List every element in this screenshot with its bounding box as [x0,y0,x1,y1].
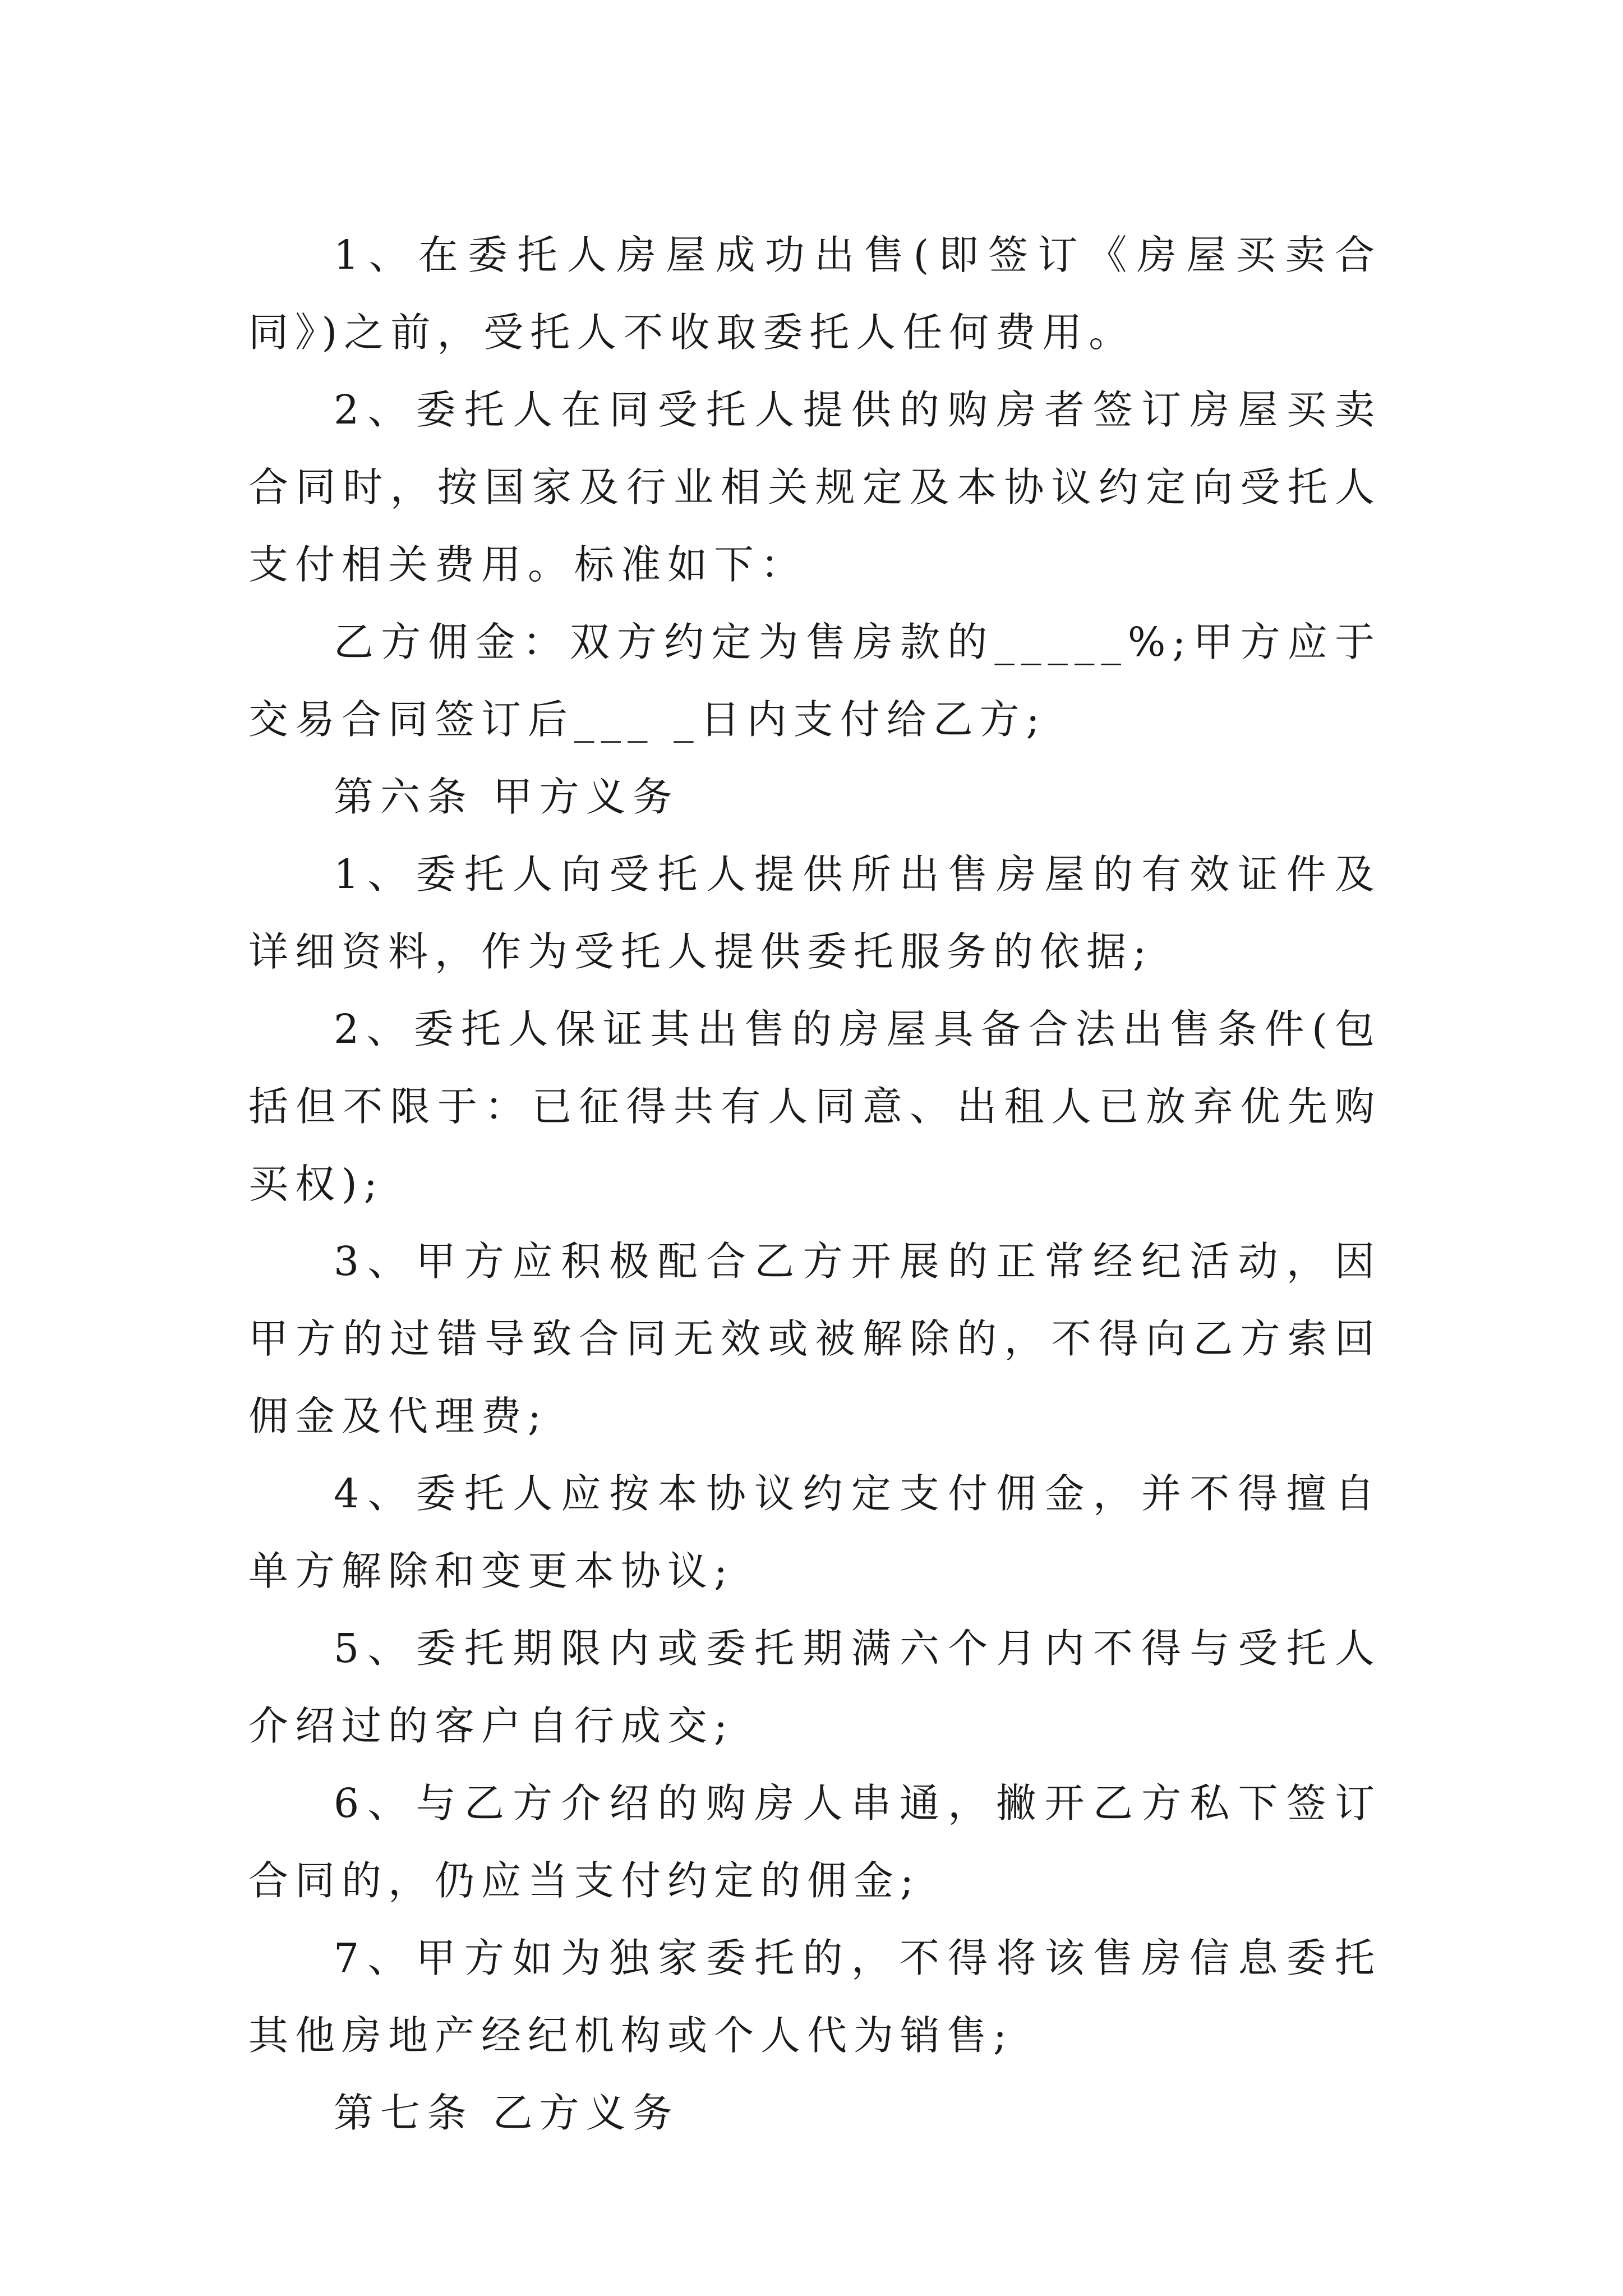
paragraph-party-a-duty-1: 1、委托人向受托人提供所出售房屋的有效证件及详细资料，作为受托人提供委托服务的依据; [248,851,1381,975]
section-heading-article-7: 第七条 乙方义务 [334,2090,679,2136]
paragraph-party-a-duty-3: 3、甲方应积极配合乙方开展的正常经纪活动，因甲方的过错导致合同无效或被解除的，不得向乙方索回佣金及代理费; [248,1238,1381,1439]
paragraph-party-a-duty-2: 2、委托人保证其出售的房屋具备合法出售条件(包括但不限于：已征得共有人同意、出租人已放弃优先购买权); [248,1006,1381,1207]
paragraph-party-a-duty-5: 5、委托期限内或委托期满六个月内不得与受托人介绍过的客户自行成交; [248,1625,1381,1749]
paragraph-party-a-duty-4: 4、委托人应按本协议约定支付佣金，并不得擅自单方解除和变更本协议; [248,1470,1381,1594]
paragraph-fee-before-sale: 1、在委托人房屋成功出售(即签订《房屋买卖合同》)之前，受托人不收取委托人任何费用。 [248,232,1381,356]
paragraph-party-a-duty-7: 7、甲方如为独家委托的，不得将该售房信息委托其他房地产经纪机构或个人代为销售; [248,1935,1381,2059]
section-heading-article-6: 第六条 甲方义务 [334,774,679,820]
document-body [248,217,1381,2152]
paragraph-commission: 乙方佣金：双方约定为售房款的_____%;甲方应于交易合同签订后___ _日内支付给乙方; [248,619,1381,743]
paragraph-party-a-duty-6: 6、与乙方介绍的购房人串通，撇开乙方私下签订合同的，仍应当支付约定的佣金; [248,1780,1381,1904]
paragraph-fee-on-signing: 2、委托人在同受托人提供的购房者签订房屋买卖合同时，按国家及行业相关规定及本协议约定向受托人支付相关费用。标准如下： [248,386,1381,588]
